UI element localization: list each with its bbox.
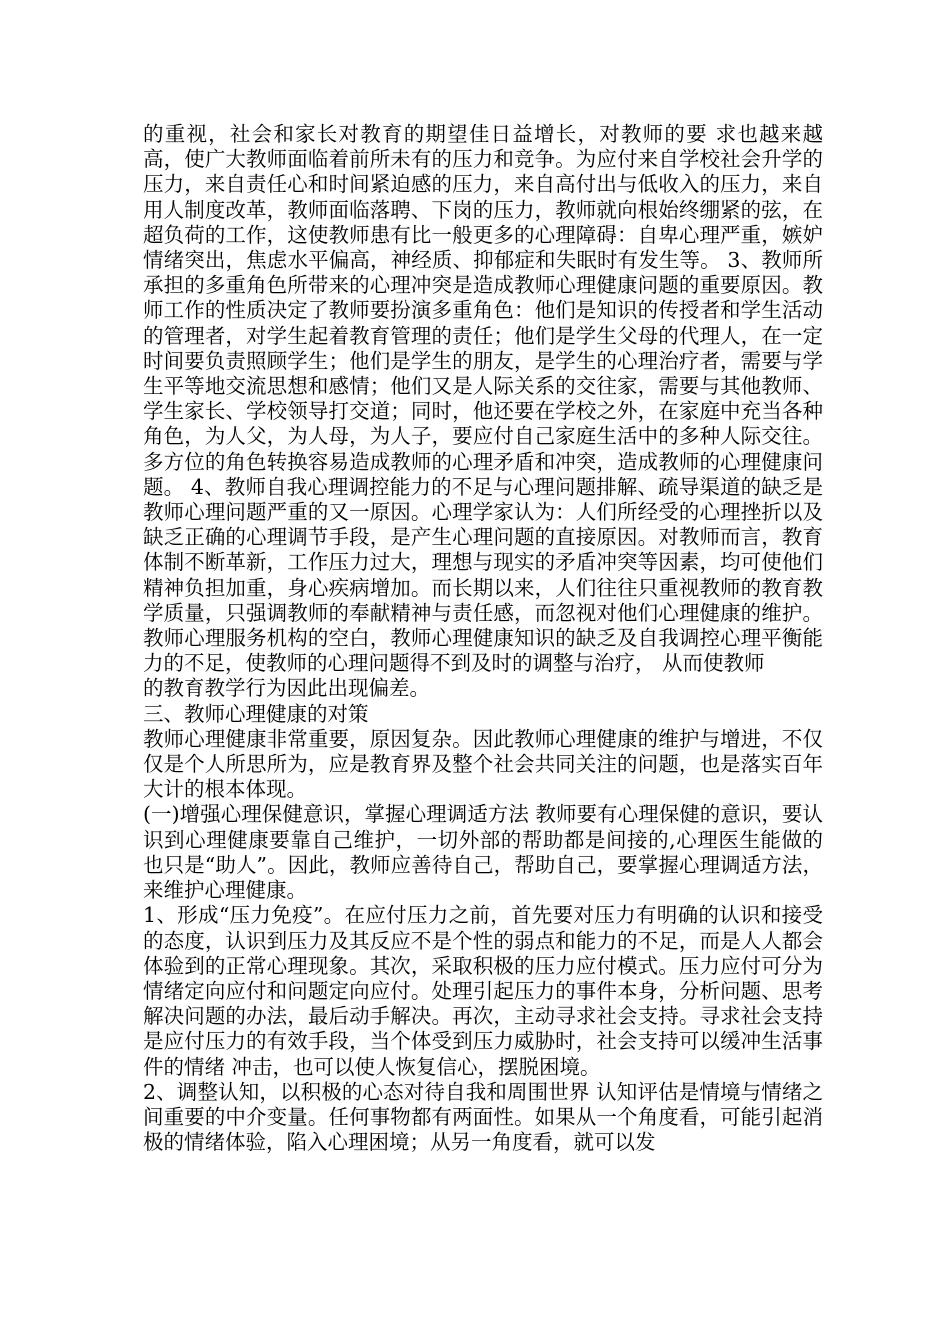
- paragraph-adjust-cognition: 2、调整认知，以积极的心态对待自我和周围世界 认知评估是情境与情绪之间重要的中介变量。任何事物都有两面性。如果从一个角度看，可能引起消极的情绪体验，陷入心理困境；从另一角度看，就可以发: [143, 1079, 823, 1155]
- paragraph-continuation: 的教育教学行为因此出现偏差。: [143, 676, 430, 701]
- document-page: [143, 122, 823, 1155]
- paragraph-teacher-stress-causes: 的重视，社会和家长对教育的期望佳日益增长，对教师的要 求也越来越高，使广大教师面临着前所未有的压力和竞争。为应付来自学校社会升学的压力，来自责任心和时间紧迫感的压力，来自高付出与低收入的压力，来自用人制度改革，教师面临落聘、下岗的压力，教师就向根始终绷紧的弦，在超负荷的工作，这使教师患有比一般更多的心理障碍：自卑心理严重，嫉妒情绪突出，焦虑水平偏高，神经质、抑郁症和失眠时有发生等。 3、教师所承担的多重角色所带来的心理冲突是造成教师心理健康问题的重要原因。教师工作的性质决定了教师要扮演多重角色：他们是知识的传授者和学生活动的管理者，对学生起着教育管理的责任；他们是学生父母的代理人，在一定时间要负责照顾学生；他们是学生的朋友，是学生的心理治疗者，需要与学生平等地交流思想和感情；他们又是人际关系的交往家，需要与其他教师、学生家长、学校领导打交道；同时，他还要在学校之外，在家庭中充当各种角色，为人父，为人母，为人子，要应付自己家庭生活中的多种人际交往。多方位的角色转换容易造成教师的心理矛盾和冲突，造成教师的心理健康问题。 4、教师自我心理调控能力的不足与心理问题排解、疏导渠道的缺乏是教师心理问题严重的又一原因。心理学家认为：人们所经受的心理挫折以及缺乏正确的心理调节手段，是产生心理问题的直接原因。对教师而言，教育体制不断革新，工作压力过大，理想与现实的矛盾冲突等因素，均可使他们精神负担加重，身心疾病增加。而长期以来，人们往往只重视教师的教育教学质量，只强调教师的奉献精神与责任感，而忽视对他们心理健康的维护。教师心理服务机构的空白，教师心理健康知识的缺乏及自我调控心理平衡能力的不足，使教师的心理问题得不到及时的调整与治疗， 从而使教师: [143, 122, 823, 676]
- paragraph-importance: 教师心理健康非常重要，原因复杂。因此教师心理健康的维护与增进，不仅仅是个人所思所为，应是教育界及整个社会共同关注的问题，也是落实百年大计的根本体现。: [143, 726, 823, 802]
- paragraph-stress-immunity: 1、形成“压力免疫”。在应付压力之前，首先要对压力有明确的认识和接受的态度，认识到压力及其反应不是个性的弱点和能力的不足，而是人人都会体验到的正常心理现象。其次，采取积极的压力应付模式。压力应付可分为情绪定向应付和问题定向应付。处理引起压力的事件本身，分析问题、思考解决问题的办法，最后动手解决。再次，主动寻求社会支持。寻求社会支持是应付压力的有效手段，当个体受到压力威胁时，社会支持可以缓冲生活事件的情绪 冲击，也可以使人恢复信心，摆脱困境。: [143, 903, 823, 1079]
- section-heading-countermeasures: 三、教师心理健康的对策: [143, 701, 369, 726]
- paragraph-psych-care-awareness: (一)增强心理保健意识，掌握心理调适方法 教师要有心理保健的意识，要认识到心理健康要靠自己维护，一切外部的帮助都是间接的,心理医生能做的也只是“助人”。因此，教师应善待自己，帮助自己，要掌握心理调适方法，来维护心理健康。: [143, 802, 823, 903]
